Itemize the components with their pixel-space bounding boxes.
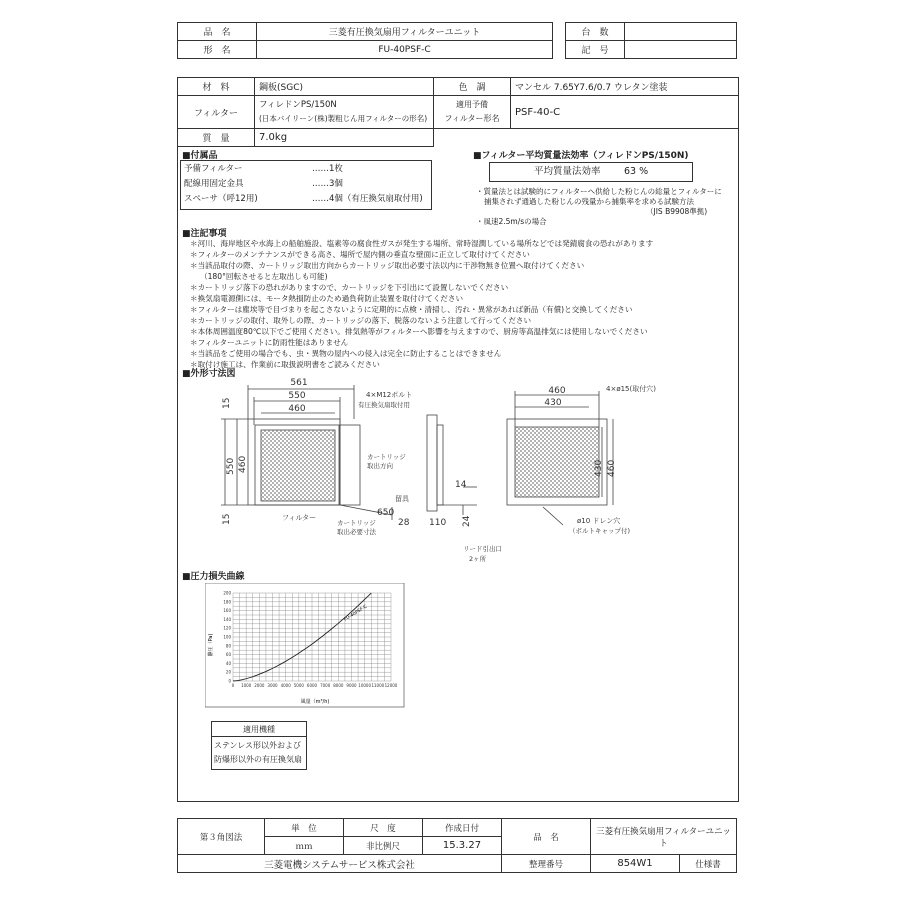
applicable-line: ステンレス形以外および [214, 741, 301, 750]
x-tick-label: 2000 [254, 683, 265, 688]
y-tick-label: 0 [228, 678, 231, 684]
dim-561: 561 [290, 378, 308, 388]
name-label: 品 名 [178, 23, 257, 41]
dim-rear-460: 460 [548, 386, 566, 396]
lead-outlet-count: 2ヶ所 [469, 555, 487, 563]
color-value: マンセル 7.65Y7.6/0.7 ウレタン塗装 [511, 78, 739, 96]
bolt-label-sub: 有圧換気扇取付用 [358, 401, 410, 409]
cartridge-direction-label: カートリッジ [367, 453, 406, 461]
pressure-loss-chart [205, 583, 405, 708]
dim-rear-460-vertical: 460 [607, 459, 617, 477]
cartridge-direction-label: 取出方向 [367, 462, 393, 470]
accessory-name: 予備フィルター [184, 164, 243, 174]
company-name: 三菱電機システムサービス株式会社 [178, 855, 502, 873]
applicable-title: 適用機種 [212, 722, 307, 737]
mass-value: 7.0kg [255, 129, 434, 147]
note-line: ＊フィルターユニットに防雨性能はありません [190, 338, 349, 347]
mass-label: 質 量 [178, 129, 255, 147]
projection-method: 第３角図法 [178, 819, 265, 855]
note-line: ＊当該品をご使用の場合でも、虫・異物の屋内への侵入は完全に防止することはできません [190, 349, 502, 358]
note-line: ＊換気扇電源側には、モータ熱損防止のため過負荷防止装置を取付けてください [190, 294, 464, 303]
x-tick-label: 8000 [333, 683, 344, 688]
spare-value: PSF-40-C [511, 96, 739, 129]
x-axis-label: 風量（m³/h) [300, 699, 330, 705]
bolt-label: 4×M12ボルト [366, 391, 413, 399]
efficiency-value: 63 % [624, 166, 649, 177]
dim-460-vertical: 460 [238, 455, 248, 473]
filter-label: フィルター [178, 96, 255, 129]
note-line: ＊フィルターは塵埃等で目づまりを起こさないように定期的に点検・清掃し、汚れ・異常があれば新品（有償)と交換してください [190, 305, 633, 314]
efficiency-title: ■フィルター平均質量法効率（フィレドンPS/150N) [473, 151, 689, 161]
note-line: ＊当該品取付の際、カートリッジ取出方向からカートリッジ取出必要寸法以内に干渉物無き位置へ取付けてください [190, 261, 585, 270]
y-tick-label: 60 [225, 652, 231, 658]
note-line: ＊河川、海岸地区や水海上の船舶施設、塩素等の腐食性ガスが発生する場所、常時湿潤している場所などでは発錆腐食の恐れがあります [190, 239, 654, 248]
cartridge-space-label: カートリッジ [337, 519, 376, 527]
doc-number: 854W1 [591, 855, 680, 873]
applicable-line: 防爆形以外の有圧換気扇 [214, 755, 302, 764]
dim-650: 650 [377, 508, 395, 518]
cartridge-space-label: 取出必要寸法 [337, 528, 376, 536]
applicable-table [211, 721, 307, 770]
filter-maker: (日本バイリーン(株)製粗じん用フィルターの形名) [259, 114, 428, 123]
dim-14: 14 [455, 480, 467, 490]
y-tick-label: 160 [223, 608, 231, 614]
title-block [177, 22, 553, 59]
accessory-name: スペーサ（呼12用) [184, 194, 258, 204]
doc-type: 仕様書 [680, 855, 737, 873]
efficiency-note: ・質量法とは試験的にフィルターへ供給した粉じんの総量とフィルターに [476, 187, 722, 196]
notes-title: ■注記事項 [182, 229, 227, 239]
dim-rear-430-vertical: 430 [594, 459, 604, 477]
efficiency-note: （JIS B9908準拠) [646, 207, 708, 216]
material-label: 材 料 [178, 78, 255, 96]
y-tick-label: 120 [223, 625, 231, 631]
filter-value: フィレドンPS/150N [259, 100, 337, 110]
doc-number-label: 整理番号 [502, 855, 591, 873]
stopper-label: 留具 [395, 495, 409, 503]
x-tick-label: 11000 [371, 683, 385, 688]
count-value [625, 23, 737, 41]
accessory-qty: ……1枚 [312, 164, 343, 174]
y-tick-label: 40 [225, 660, 231, 666]
date-label: 作成日付 [423, 819, 502, 837]
x-tick-label: 7000 [320, 683, 331, 688]
x-tick-label: 5000 [293, 683, 304, 688]
specs-table [177, 77, 739, 147]
note-line: ＊フィルターのメンテナンスができる高さ、場所で屋内側の垂直な壁面に正立して取付けてください [190, 250, 530, 259]
unit-value: ｍｍ [265, 837, 344, 855]
drain-hole-label: ø10 ドレン穴 [577, 517, 621, 525]
accessory-name: 配線用固定金具 [184, 179, 244, 189]
y-tick-label: 20 [225, 669, 231, 675]
x-tick-label: 10000 [358, 683, 372, 688]
lead-outlet-label: リード引出口 [463, 545, 502, 553]
side-view [427, 415, 437, 511]
drawing-title: ■外形寸法図 [182, 369, 236, 379]
mark-label: 記 号 [566, 41, 625, 59]
footer-name-label: 品 名 [502, 819, 591, 855]
x-tick-label: 0 [231, 683, 235, 688]
dim-15-top: 15 [222, 397, 232, 409]
footer-product-name: 三菱有圧換気扇用フィルターユニット [591, 819, 737, 855]
x-tick-label: 3000 [267, 683, 278, 688]
note-line: ＊カートリッジの取付、取外しの際、カートリッジの落下、脱落のないよう注意して行ってください [190, 316, 532, 325]
y-tick-label: 80 [225, 643, 231, 649]
count-label: 台 数 [566, 23, 625, 41]
material-value: 鋼板(SGC) [255, 78, 434, 96]
efficiency-label: 平均質量法効率 [534, 166, 601, 177]
x-tick-label: 4000 [280, 683, 291, 688]
note-line: ＊カートリッジ落下の恐れがありますので、カートリッジを下引出にて設置しないでください [190, 283, 509, 292]
x-tick-label: 12000 [384, 683, 398, 688]
x-tick-label: 1000 [241, 683, 252, 688]
y-tick-label: 140 [223, 616, 231, 622]
series-label: FU-40PSF-C [343, 604, 369, 623]
accessories-title: ■付属品 [182, 151, 218, 161]
dim-550-vertical: 550 [226, 457, 236, 475]
note-line: （180°回転させると左取出しも可能) [200, 272, 328, 281]
scale-label: 尺 度 [344, 819, 423, 837]
x-tick-label: 9000 [346, 683, 357, 688]
model-label: 形 名 [178, 41, 257, 59]
mounting-hole-label: 4×ø15(取付穴) [606, 385, 656, 393]
dim-rear-430: 430 [544, 398, 562, 408]
dim-460: 460 [288, 404, 306, 414]
model-number: FU-40PSF-C [257, 41, 553, 59]
note-line: ＊本体周囲温度80℃以下でご使用ください。排気熱等がフィルターへ影響を与えますので、厨房等高温排気には使用しないでください [190, 327, 648, 336]
unit-label: 単 位 [265, 819, 344, 837]
efficiency-note: ・風速2.5m/sの場合 [476, 217, 547, 226]
curve-title: ■圧力損失曲線 [182, 572, 245, 582]
y-tick-label: 100 [223, 634, 231, 640]
note-line: ＊取付け施工は、作業前に取扱説明書をご読みください [190, 360, 380, 369]
date-value: 15.3.27 [423, 837, 502, 855]
count-block [565, 22, 737, 59]
dim-15-bottom: 15 [222, 513, 232, 525]
dim-24: 24 [462, 515, 472, 527]
notes-list [190, 238, 653, 370]
dim-550: 550 [288, 391, 306, 401]
scale-value: 非比例尺 [344, 837, 423, 855]
y-tick-label: 180 [223, 599, 231, 605]
accessory-qty: ……4個（有圧換気扇取付用) [312, 194, 423, 204]
product-name: 三菱有圧換気扇用フィルターユニット [257, 23, 553, 41]
footer-block [177, 818, 737, 873]
accessory-qty: ……3個 [312, 179, 343, 189]
spare-label-1: 適用予備 [456, 100, 488, 109]
filter-label: フィルター [282, 514, 317, 522]
dim-110: 110 [429, 518, 447, 528]
mark-value [625, 41, 737, 59]
efficiency-note: 捕集されず通過した粉じんの残量から捕集率を求める試験方法 [484, 197, 694, 206]
x-tick-label: 6000 [306, 683, 318, 688]
drain-cap-label: （ボルトキャップ付) [569, 527, 631, 535]
outline-drawing [177, 375, 737, 570]
spare-label-2: フィルター形名 [444, 114, 500, 123]
y-axis-label: 静圧（Pa) [208, 633, 214, 657]
dim-28: 28 [398, 518, 410, 528]
y-tick-label: 200 [223, 590, 231, 596]
color-label: 色 調 [434, 78, 511, 96]
